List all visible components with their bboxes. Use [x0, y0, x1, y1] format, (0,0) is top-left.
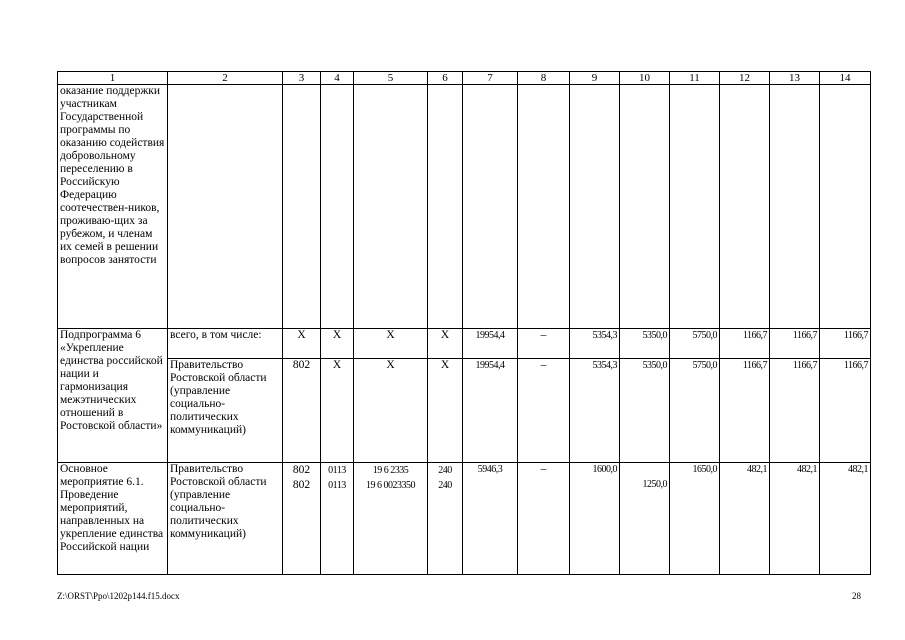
header-cell: 10 — [620, 72, 670, 85]
table-cell: 19954,4 — [463, 329, 518, 359]
table-cell — [321, 463, 354, 575]
table-header-row — [58, 72, 871, 85]
table-cell: 482,1 — [770, 463, 820, 575]
table-cell — [570, 85, 620, 329]
header-cell: 7 — [463, 72, 518, 85]
table-cell: 5354,3 — [570, 329, 620, 359]
table-cell — [321, 85, 354, 329]
header-cell: 11 — [670, 72, 720, 85]
table-cell — [428, 463, 463, 575]
table-cell: 1166,7 — [820, 329, 871, 359]
table-cell — [463, 85, 518, 329]
table-cell: X — [354, 359, 428, 463]
table-cell: 1166,7 — [820, 359, 871, 463]
header-cell: 1 — [58, 72, 168, 85]
header-cell: 6 — [428, 72, 463, 85]
table-cell: X — [321, 329, 354, 359]
amount-value: 1250,0 — [642, 479, 667, 490]
table-cell: 1166,7 — [770, 329, 820, 359]
executor-cell: Правительство Ростовской области (управление социально-политических коммуникаций) — [168, 359, 283, 463]
table-cell: X — [354, 329, 428, 359]
budget-table — [57, 71, 871, 575]
page-number: 28 — [852, 591, 861, 601]
header-cell: 12 — [720, 72, 770, 85]
table-cell: X — [428, 359, 463, 463]
code-line: 802 — [292, 479, 311, 491]
table-cell: 1166,7 — [720, 359, 770, 463]
table-cell — [354, 463, 428, 575]
table-cell: 5750,0 — [670, 359, 720, 463]
table-cell — [620, 463, 670, 575]
table-cell — [283, 463, 321, 575]
code-line: 240 — [438, 480, 452, 491]
table-row — [58, 85, 871, 329]
table-cell: 482,1 — [720, 463, 770, 575]
table-cell: – — [518, 359, 570, 463]
table-cell: 802 — [283, 359, 321, 463]
header-cell: 9 — [570, 72, 620, 85]
table-cell — [354, 85, 428, 329]
table-cell: – — [518, 329, 570, 359]
table-row — [58, 463, 871, 575]
table-row — [58, 329, 871, 359]
table-cell — [670, 85, 720, 329]
table-cell — [283, 85, 321, 329]
header-cell: 3 — [283, 72, 321, 85]
table-cell: 1166,7 — [720, 329, 770, 359]
table-cell: 482,1 — [820, 463, 871, 575]
executor-cell: всего, в том числе: — [168, 329, 283, 359]
code-line: 19 6 0023350 — [366, 480, 415, 491]
table-cell: X — [428, 329, 463, 359]
table-cell: – — [518, 463, 570, 575]
header-cell: 13 — [770, 72, 820, 85]
header-cell: 8 — [518, 72, 570, 85]
table-cell — [518, 85, 570, 329]
executor-cell: Правительство Ростовской области (управление социально-политических коммуникаций) — [168, 463, 283, 575]
table-cell: 1600,0 — [570, 463, 620, 575]
header-cell: 4 — [321, 72, 354, 85]
table-cell — [770, 85, 820, 329]
file-path-footer: Z:\ORST\Ppo\1202p144.f15.docx — [57, 591, 180, 601]
header-cell: 2 — [168, 72, 283, 85]
table-cell: 5750,0 — [670, 329, 720, 359]
table-cell: X — [283, 329, 321, 359]
table-cell — [620, 85, 670, 329]
subprogram-title: Подпрограмма 6 «Укрепление единства российской нации и гармонизация межэтнических отношений в Ростовской области» — [58, 329, 168, 463]
code-line: 19 6 2335 — [372, 465, 409, 476]
code-line: 802 — [292, 464, 311, 476]
row1-description: оказание поддержки участникам Государственной программы по оказанию содействия добровольному переселению в Российскую Федерацию соотечествен-ников, проживаю-щих за рубежом, и членам их семей в решении вопросов занятости — [58, 85, 168, 329]
code-line: 0113 — [328, 465, 346, 476]
table-cell: X — [321, 359, 354, 463]
code-line: 240 — [438, 465, 452, 476]
table-cell — [720, 85, 770, 329]
table-cell: 5350,0 — [620, 329, 670, 359]
header-cell: 5 — [354, 72, 428, 85]
table-cell: 19954,4 — [463, 359, 518, 463]
table-cell — [168, 85, 283, 329]
header-cell: 14 — [820, 72, 871, 85]
table-cell: 5354,3 — [570, 359, 620, 463]
table-row — [58, 359, 871, 463]
table-cell: 5946,3 — [463, 463, 518, 575]
table-cell — [428, 85, 463, 329]
table-cell: 1650,0 — [670, 463, 720, 575]
activity-title: Основное мероприятие 6.1. Проведение мероприятий, направленных на укрепление единства Российской нации — [58, 463, 168, 575]
table-cell: 5350,0 — [620, 359, 670, 463]
table-cell: 1166,7 — [770, 359, 820, 463]
code-line: 0113 — [328, 480, 346, 491]
table-cell — [820, 85, 871, 329]
